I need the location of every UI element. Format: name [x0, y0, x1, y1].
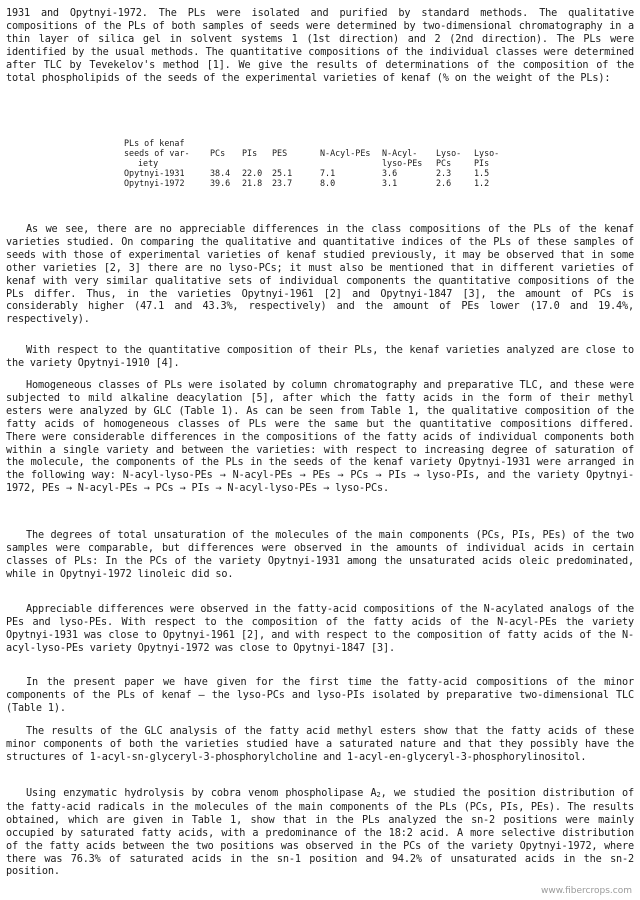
table-header-cell: PES — [272, 148, 288, 158]
table-cell-value: 21.8 — [242, 178, 263, 188]
table-cell-value: 7.1 — [320, 168, 336, 178]
table-cell-value: 2.3 — [436, 168, 452, 178]
table-header-cell: N-Acyl-PEs — [320, 148, 371, 158]
paragraph-8-text-start: Using enzymatic hydrolysis by cobra venom phospholipase A — [26, 788, 377, 799]
table-header-cell: N-Acyl- — [382, 148, 418, 158]
paragraph-8 — [6, 788, 634, 879]
table-header-cell: Lyso- — [474, 148, 500, 158]
table-header-cell: PIs — [242, 148, 258, 158]
table-cell-value: 3.1 — [382, 178, 398, 188]
table-cell-value: 38.4 — [210, 168, 231, 178]
table-cell-value: 2.6 — [436, 178, 452, 188]
table-cell-value: 22.0 — [242, 168, 263, 178]
table-header-cell: Lyso- — [436, 148, 462, 158]
watermark-text: www.fibercrops.com — [541, 886, 632, 896]
paragraph-8-subscript: 2 — [376, 791, 381, 799]
paragraph-4: The degrees of total unsaturation of the molecules of the main components (PCs, PIs, PEs) of the two samples were comparable, but differences were observed in the amounts of individual acids in certain classes of PLs: In the PCs of the variety Opytnyi-1931 among the unsaturated acids oleic predominated, while in Opytnyi-1972 linoleic did so. — [6, 530, 634, 580]
paragraph-7: The results of the GLC analysis of the fatty acid methyl esters show that the fatty acids of these minor components of both the varieties studied have a saturated nature and that they possibly have the structures of 1-acyl-sn-glyceryl-3-phosphorylcholine and 1-acyl-en-glyceryl-3-phosphorylinositol. — [6, 726, 634, 763]
table-cell-value: 1.2 — [474, 178, 490, 188]
intro-paragraph: 1931 and Opytnyi-1972. The PLs were isolated and purified by standard methods. The qualitative compositions of the PLs of both samples of seeds were determined by two-dimensional chromatography in a thin layer of silica gel in solvent systems 1 (1st direction) and 2 (2nd direction). The PLs were identified by the usual methods. The quantitative compositions of the individual classes were determined after TLC by Tevekelov's method [1]. We give the results of determinations of the composition of the total phospholipids of the seeds of the experimental varieties of kenaf (% on the weight of the PLs): — [6, 8, 634, 84]
paragraph-1: As we see, there are no appreciable differences in the class compositions of the PLs of the kenaf varieties studied. On comparing the qualitative and quantitative indices of the PLs of these samples of seeds with those of experimental varieties of kenaf studied previously, it may be observed that in some other varieties [2, 3] there are no lyso-PCs; it must also be mentioned that in different varieties of kenaf with very similar qualitative sets of individual components the quantitative compositions of the PLs differ. Thus, in the varieties Opytnyi-1961 [2] and Opytnyi-1847 [3], the amount of PCs is considerably higher (47.1 and 43.3%, respectively) and the amount of PEs lower (17.0 and 19.4%, respectively). — [6, 224, 634, 326]
table-cell-value: 39.6 — [210, 178, 231, 188]
table-header-cell: PIs — [474, 158, 490, 168]
table-row-name: Opytnyi-1931 — [124, 168, 185, 178]
paragraph-2: With respect to the quantitative composition of their PLs, the kenaf varieties analyzed are close to the variety Opytnyi-1910 [4]. — [6, 345, 634, 369]
table-header-variety: iety — [138, 158, 159, 168]
table-cell-value: 3.6 — [382, 168, 398, 178]
table-header-cell: PCs — [210, 148, 226, 158]
table-cell-value: 1.5 — [474, 168, 490, 178]
table-header-cell: lyso-PEs — [382, 158, 423, 168]
table-header-cell: PCs — [436, 158, 452, 168]
table-cell-value: 23.7 — [272, 178, 293, 188]
paragraph-3: Homogeneous classes of PLs were isolated by column chromatography and preparative TLC, and these were subjected to mild alkaline deacylation [5], after which the fatty acids in the form of their methyl esters were analyzed by GLC (Table 1). As can be seen from Table 1, the qualitative composition of the fatty acids of homogeneous classes of PLs were the same but the quantitative compositions differed. There were considerable differences in the compositions of the fatty acids of individual components both within a single variety and between the varieties: with respect to increasing degree of saturation of the molecule, the components of the PLs in the seeds of the kenaf variety Opytnyi-1931 were arranged in the following way: N-acyl-lyso-PEs → N-acyl-PEs → PEs → PCs → PIs → lyso-PIs, and the variety Opytnyi-1972, PEs → N-acyl-PEs → PCs → PIs → N-acyl-lyso-PEs → lyso-PCs. — [6, 380, 634, 495]
paragraph-8-text-end: , we studied the position distribution of the fatty-acid radicals in the molecules of the main components of the PLs (PCs, PIs, PEs). The results obtained, which are given in Table 1, show that in the PLs analyzed the sn-2 positions were mainly occupied by saturated fatty acids, with a predominance of the 18:2 acid. A more selective distribution of the fatty acids between the two positions was observed in the PCs of the variety Opytnyi-1972, where there was 76.3% of saturated acids in the sn-1 position and 94.2% of unsaturated acids in the sn-2 position. — [6, 788, 634, 878]
table-cell-value: 25.1 — [272, 168, 293, 178]
table-row-name: Opytnyi-1972 — [124, 178, 185, 188]
table-header-variety: PLs of kenaf — [124, 138, 185, 148]
paragraph-6: In the present paper we have given for the first time the fatty-acid compositions of the minor components of the PLs of kenaf — the lyso-PCs and lyso-PIs isolated by preparative two-dimensional TLC (Table 1). — [6, 677, 634, 714]
table-cell-value: 8.0 — [320, 178, 336, 188]
table-header-variety: seeds of var- — [124, 148, 190, 158]
paragraph-5: Appreciable differences were observed in the fatty-acid compositions of the N-acylated analogs of the PEs and lyso-PEs. With respect to the composition of the fatty acids of the N-acyl-PEs the variety Opytnyi-1931 was close to Opytnyi-1961 [2], and with respect to the composition of fatty acids of the N-acyl-lyso-PEs variety Opytnyi-1972 was close to Opytnyi-1847 [3]. — [6, 604, 634, 654]
